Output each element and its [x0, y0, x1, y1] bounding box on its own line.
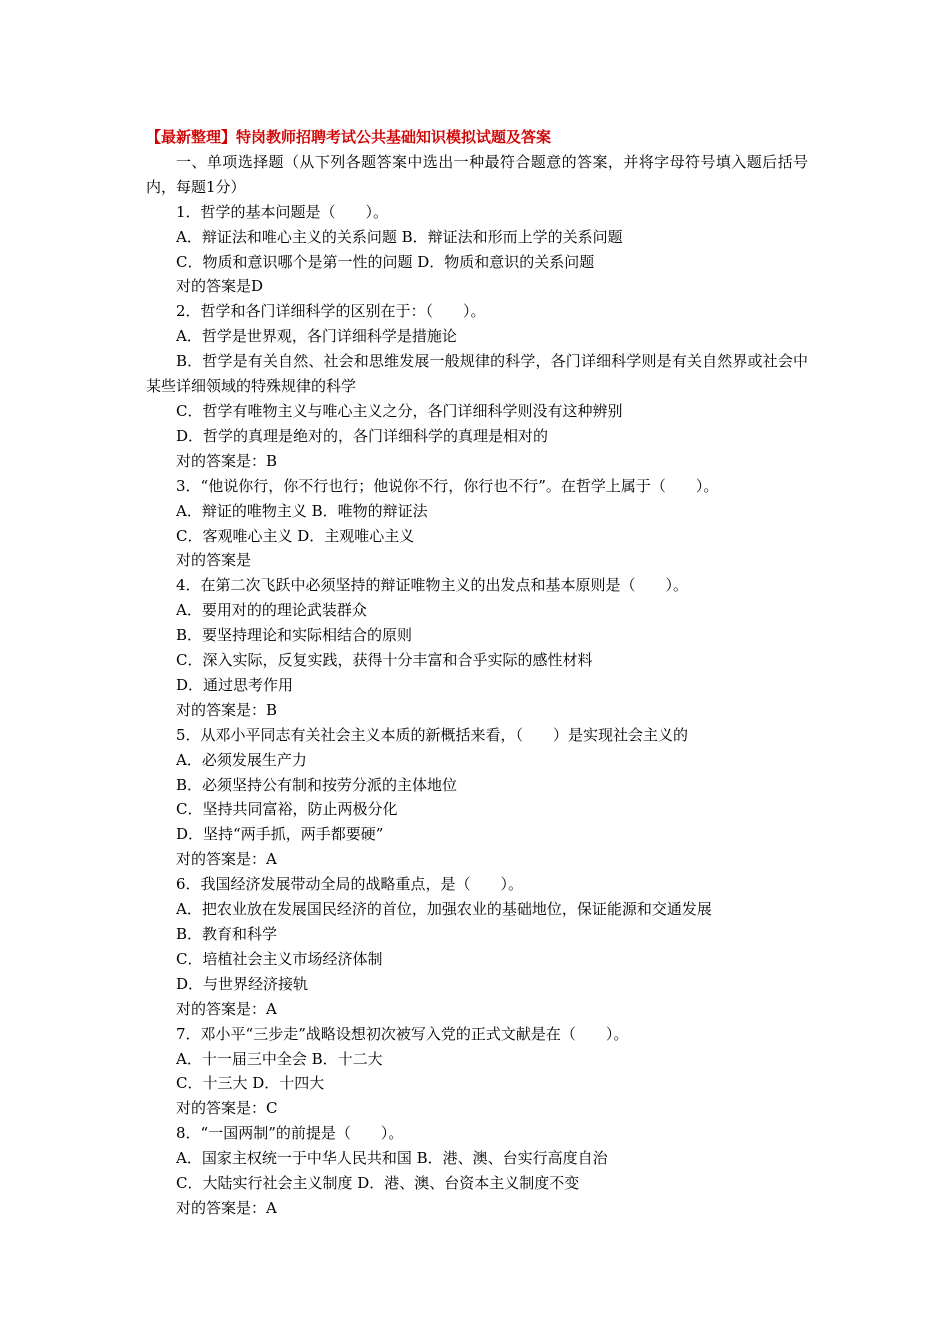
document-body — [146, 125, 808, 1221]
question-option: A．哲学是世界观，各门详细科学是措施论 — [176, 327, 457, 346]
question-stem: 4．在第二次飞跃中必须坚持的辩证唯物主义的出发点和基本原则是（ ）。 — [176, 576, 689, 595]
question-option: A．必须发展生产力 — [176, 750, 307, 769]
question-option: D．哲学的真理是绝对的，各门详细科学的真理是相对的 — [176, 426, 549, 445]
question-option: D．通过思考作用 — [176, 675, 294, 694]
question-option: B．必须坚持公有制和按劳分派的主体地位 — [176, 775, 458, 794]
question-stem: 6．我国经济发展带动全局的战略重点，是（ ）。 — [176, 875, 524, 894]
question-option: A．要用对的的理论武装群众 — [176, 601, 367, 620]
question-stem: 2．哲学和各门详细科学的区别在于：（ ）。 — [176, 302, 486, 321]
question-answer: 对的答案是：C — [176, 1099, 278, 1118]
document-title: 【最新整理】特岗教师招聘考试公共基础知识模拟试题及答案 — [146, 128, 552, 146]
question-option: B．教育和科学 — [176, 925, 278, 943]
question-stem: 7．邓小平“三步走”战略设想初次被写入党的正式文献是在（ ）。 — [176, 1024, 629, 1043]
question-stem: 3．“他说你行，你不行也行；他说你不行，你行也不行”。在哲学上属于（ ）。 — [176, 476, 719, 495]
question-option: A．把农业放在发展国民经济的首位，加强农业的基础地位，保证能源和交通发展 — [176, 900, 712, 919]
question-option: A．辩证的唯物主义 B．唯物的辩证法 — [176, 501, 428, 520]
question-option: C．十三大 D．十四大 — [176, 1074, 325, 1093]
section-heading: 一、单项选择题（从下列各题答案中选出一种最符合题意的答案，并将字母符号填入题后括号内，每题1分） — [146, 152, 808, 196]
question-option: C．培植社会主义市场经济体制 — [176, 949, 383, 968]
question-stem: 5．从邓小平同志有关社会主义本质的新概括来看，（ ）是实现社会主义的 — [176, 725, 689, 744]
question-stem: 8．“一国两制”的前提是（ ）。 — [176, 1124, 404, 1143]
question-option: A．辩证法和唯心主义的关系问题 B．辩证法和形而上学的关系问题 — [176, 227, 623, 246]
question-option: A．十一届三中全会 B．十二大 — [176, 1049, 383, 1068]
question-option: A．国家主权统一于中华人民共和国 B．港、澳、台实行高度自治 — [176, 1149, 608, 1168]
question-option: C．大陆实行社会主义制度 D．港、澳、台资本主义制度不变 — [176, 1174, 580, 1193]
question-option: C．客观唯心主义 D．主观唯心主义 — [176, 526, 415, 545]
question-answer: 对的答案是：A — [176, 1198, 277, 1217]
question-option: C．坚持共同富裕，防止两极分化 — [176, 800, 398, 819]
question-option: C．深入实际，反复实践，获得十分丰富和合乎实际的感性材料 — [176, 651, 593, 670]
question-answer: 对的答案是 — [176, 551, 252, 570]
question-option: B．哲学是有关自然、社会和思维发展一般规律的科学，各门详细科学则是有关自然界或社会中某些详细领域的特殊规律的科学 — [146, 352, 808, 396]
question-stem: 1．哲学的基本问题是（ ）。 — [176, 202, 389, 221]
question-option: C．物质和意识哪个是第一性的问题 D．物质和意识的关系问题 — [176, 252, 595, 271]
question-option: C．哲学有唯物主义与唯心主义之分，各门详细科学则没有这种辨别 — [176, 401, 623, 420]
question-answer: 对的答案是：A — [176, 999, 277, 1018]
question-answer: 对的答案是：B — [176, 451, 278, 470]
question-option: B．要坚持理论和实际相结合的原则 — [176, 626, 413, 645]
question-answer: 对的答案是：A — [176, 850, 277, 869]
question-option: D．坚持“两手抓，两手都要硬” — [176, 825, 384, 844]
question-answer: 对的答案是：B — [176, 700, 278, 719]
question-option: D．与世界经济接轨 — [176, 974, 309, 993]
question-answer: 对的答案是D — [176, 277, 264, 296]
